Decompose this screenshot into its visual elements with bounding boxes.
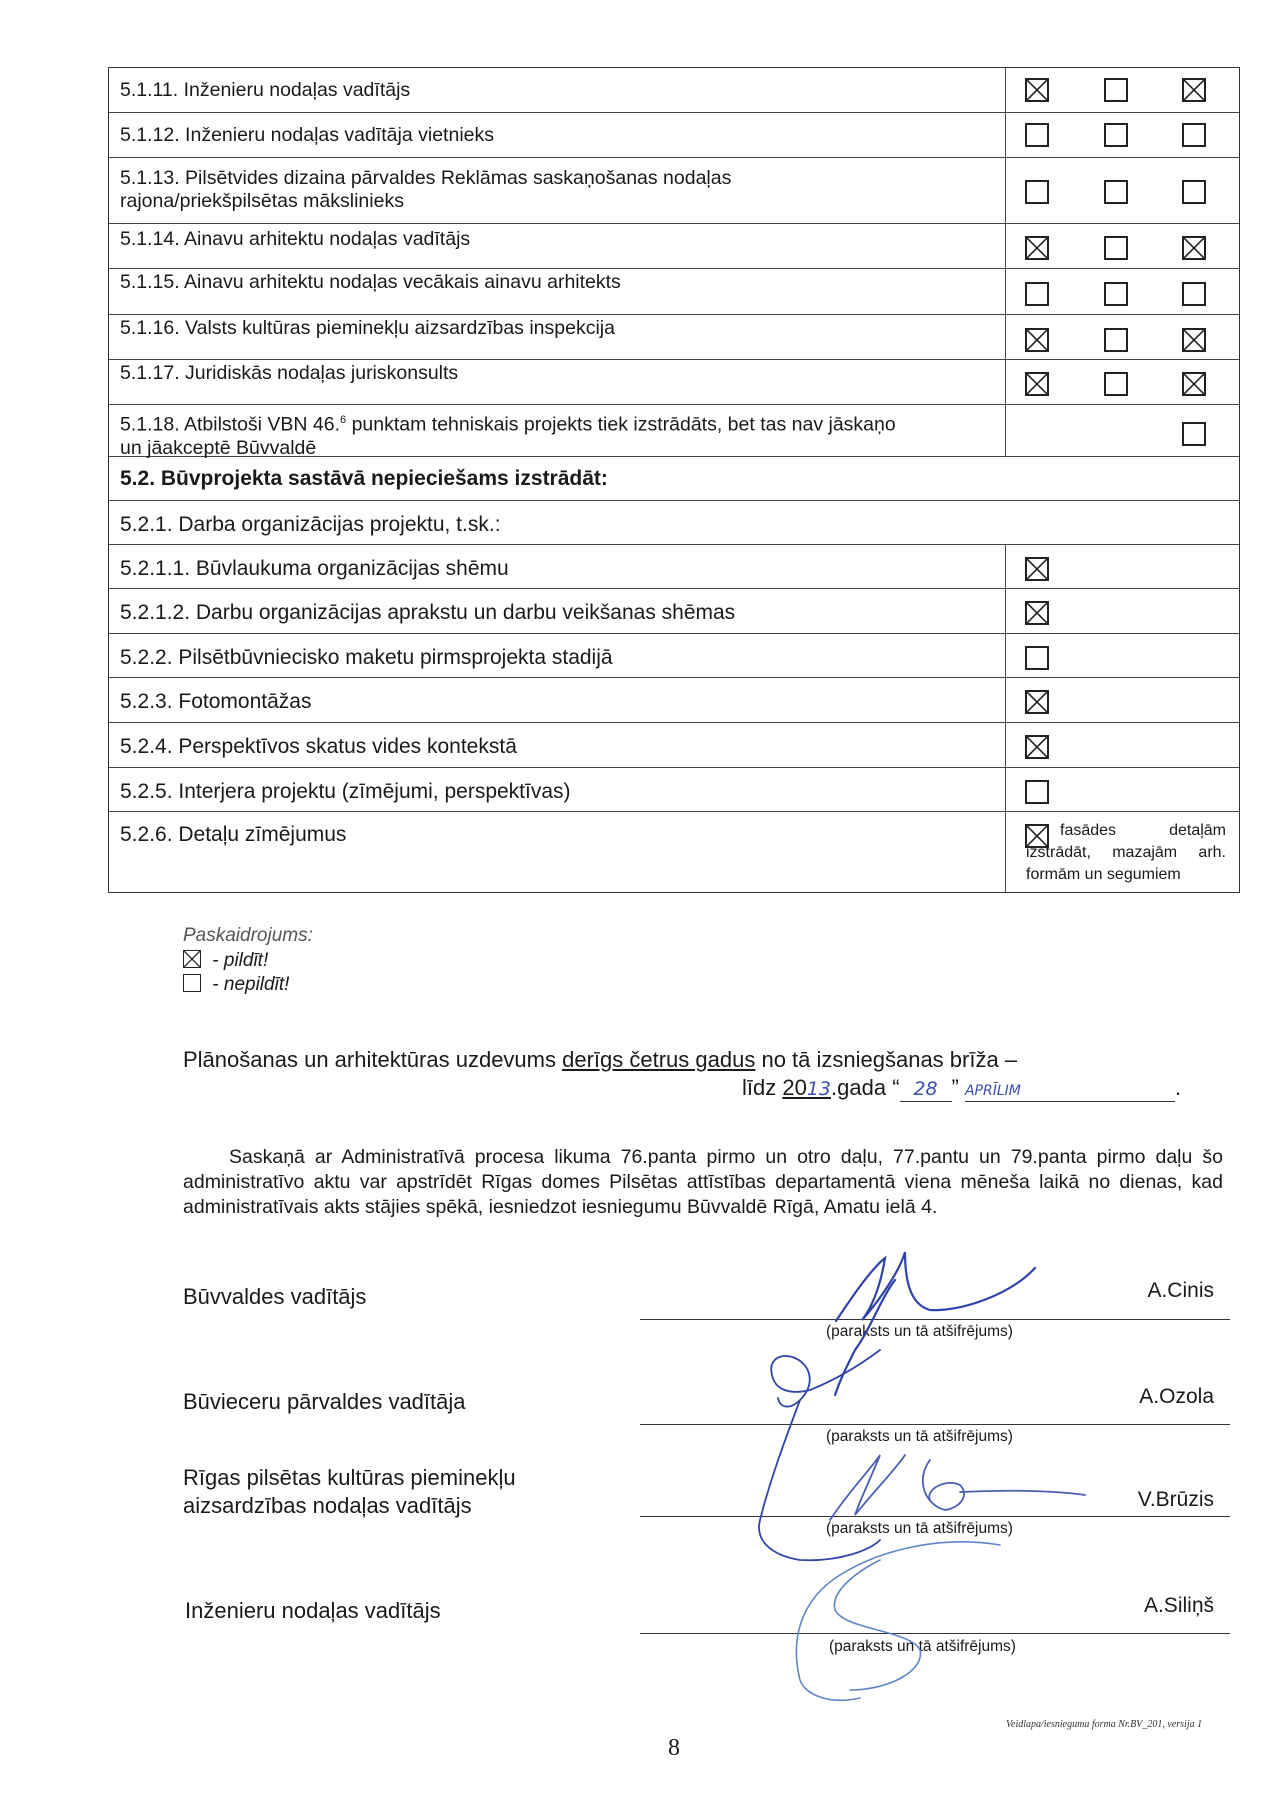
- signature-ozola: [759, 1350, 880, 1560]
- row-label: 5.1.12. Inženieru nodaļas vadītāja vietnieks: [120, 124, 494, 146]
- row-label-line2: rajona/priekšpilsētas mākslinieks: [120, 190, 404, 212]
- row-label: 5.1.15. Ainavu arhitektu nodaļas vecākais ainavu arhitekts: [120, 271, 621, 293]
- row-label: 5.1.14. Ainavu arhitektu nodaļas vadītājs: [120, 228, 471, 250]
- legend-unchecked-label: - nepildīt!: [207, 974, 290, 995]
- row-label: 5.2.6. Detaļu zīmējumus: [120, 823, 347, 846]
- signature-caption: (paraksts un tā atšifrējums): [829, 1638, 1016, 1655]
- row-label-line1: 5.1.13. Pilsētvides dizaina pārvaldes Reklāmas saskaņošanas nodaļas: [120, 167, 732, 189]
- legend-checked-label: - pildīt!: [207, 950, 269, 971]
- row-label: 5.1.17. Juridiskās nodaļas juriskonsults: [120, 362, 459, 384]
- signatory-name: A.Cinis: [1147, 1279, 1214, 1302]
- signature-role: Būvieceru pārvaldes vadītāja: [183, 1389, 466, 1414]
- detail-note-text: fasādes detaļām izstrādāt, mazajām arh. formām un segumiem: [1026, 822, 1226, 883]
- signature-silins: [796, 1542, 1000, 1700]
- validity-text: no tā izsniegšanas brīža –: [755, 1047, 1018, 1072]
- signatory-name: V.Brūzis: [1137, 1488, 1214, 1511]
- signature-bruzis: [830, 1455, 1085, 1520]
- superscript: 6: [340, 414, 347, 426]
- row-label-line2: un jāakceptē Būvvaldē: [120, 436, 317, 459]
- row-label: 5.1.16. Valsts kultūras pieminekļu aizsardzības inspekcija: [120, 317, 615, 339]
- row-label: 5.2.3. Fotomontāžas: [120, 690, 312, 713]
- row-label: 5.2.2. Pilsētbūvniecisko maketu pirmsprojekta stadijā: [120, 646, 613, 669]
- period: .: [1174, 1075, 1182, 1100]
- section-heading: 5.2. Būvprojekta sastāvā nepieciešams izstrādāt:: [120, 467, 608, 490]
- row-label: 5.2.1.2. Darbu organizācijas aprakstu un darbu veikšanas shēmas: [120, 601, 736, 624]
- validity-text: Plānošanas un arhitektūras uzdevums: [183, 1047, 563, 1072]
- signature-caption: (paraksts un tā atšifrējums): [826, 1323, 1013, 1340]
- legend-title: Paskaidrojums:: [183, 925, 313, 946]
- row-label: 5.2.5. Interjera projektu (zīmējumi, perspektīvas): [120, 780, 571, 803]
- signature-caption: (paraksts un tā atšifrējums): [826, 1428, 1013, 1445]
- signature-role: Inženieru nodaļas vadītājs: [185, 1598, 441, 1623]
- gada-label: .gada “: [831, 1075, 900, 1100]
- appeal-paragraph: Saskaņā ar Administratīvā procesa likuma 76.panta pirmo un otro daļu, 77.pantu un 79.panta pirmo daļu šo administratīvo aktu var apstrīdēt Rīgas domes Pilsētas attīstības departamentā viena mēneša laikā no dienas, kad administratīvais akts stājies spēkā, iesniedzot iesniegumu Būvvaldē Rīgā, Amatu ielā 4.: [183, 1146, 1223, 1218]
- form-identifier: Veidlapa/iesnieguma forma Nr.BV_201, versija 1: [1006, 1719, 1203, 1730]
- handwritten-month: APRĪLIM: [964, 1083, 1021, 1099]
- row-label-text: 5.1.18. Atbilstoši VBN 46.: [120, 413, 341, 436]
- signatory-name: A.Ozola: [1139, 1385, 1214, 1408]
- row-label: 5.2.1. Darba organizācijas projektu, t.sk.:: [120, 513, 501, 536]
- handwritten-day: 28: [913, 1078, 938, 1100]
- quote-close: ”: [951, 1075, 965, 1100]
- row-label: 5.2.1.1. Būvlaukuma organizācijas shēmu: [120, 557, 509, 580]
- row-label-text: punktam tehniskais projekts tiek izstrādāts, bet tas nav jāskaņo: [346, 413, 896, 436]
- signature-caption: (paraksts un tā atšifrējums): [826, 1520, 1013, 1537]
- row-label: 5.1.11. Inženieru nodaļas vadītājs: [120, 79, 411, 101]
- signature-cinis: [835, 1252, 1035, 1395]
- signature-role: Būvvaldes vadītājs: [183, 1284, 367, 1309]
- validity-until: līdz: [742, 1075, 783, 1100]
- signature-role-line2: aizsardzības nodaļas vadītājs: [183, 1493, 472, 1518]
- validity-period: derīgs četrus gadus: [562, 1047, 756, 1072]
- row-label: 5.2.4. Perspektīvos skatus vides kontekstā: [120, 735, 517, 758]
- year-prefix: 20: [782, 1075, 807, 1100]
- signatory-name: A.Siliņš: [1143, 1594, 1214, 1617]
- handwritten-year: 13: [806, 1078, 832, 1100]
- page-number: 8: [668, 1735, 680, 1761]
- signature-role-line1: Rīgas pilsētas kultūras pieminekļu: [183, 1465, 516, 1490]
